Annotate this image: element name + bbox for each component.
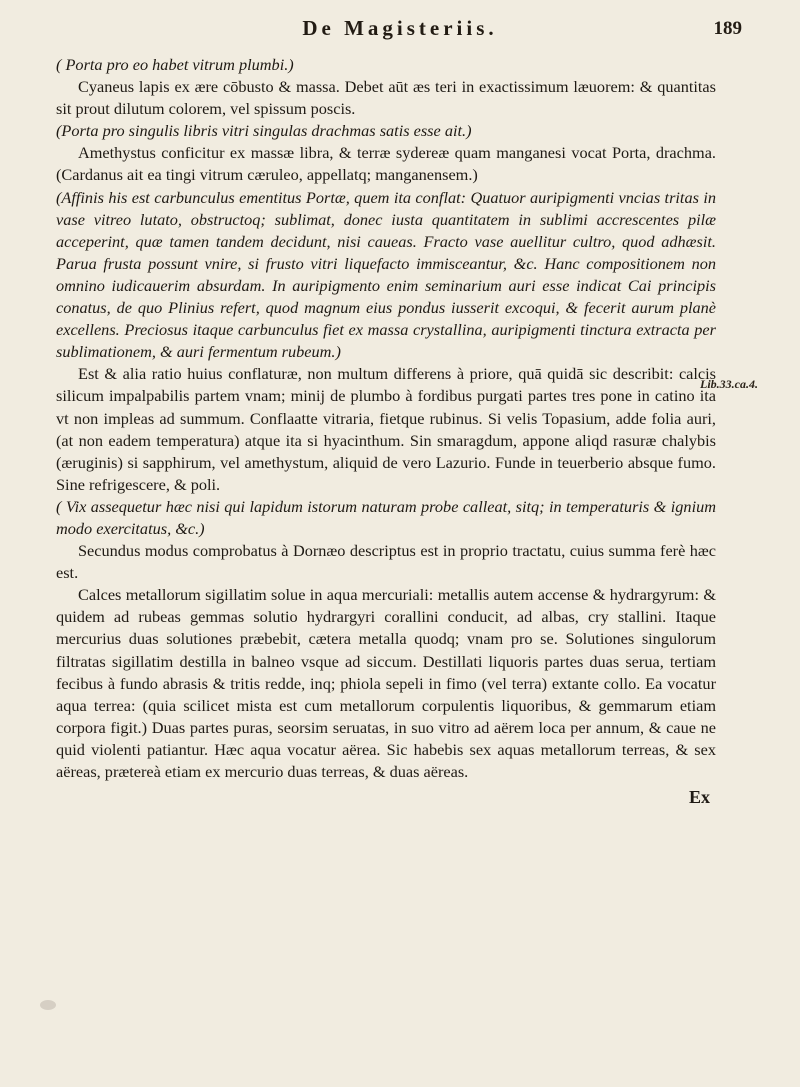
paragraph-porta-singulis: (Porta pro singulis libris vitri singulas drachmas satis esse ait.)	[56, 121, 472, 141]
paragraph-carbunculus: (Affinis his est carbunculus ementitus Portæ, quem ita conflat: Quatuor auripigmenti vncias tritas in vase vitreo lutato, obstructoq; sublimat, donec iusta quantitatem in sublimi accrescentes pilæ acceperint, quæ tamen tandem decidunt, nisi caueas. Fracto vase auellitur cultro, quod adhæsit. Parua frusta possunt vnire, si frusto vitri liquefacto immisceantur, &c. Hanc compositionem non omnino iudicauerim absurdam. In auripigmento enim seminarium auri esse indicat Cai principis conatus, de quo Plinius refert, quod magnum eius pondus iusserit excoqui, & fecerit aurum planè excellens. Preciosus itaque carbunculus fiet ex massa crystallina, auripigmenti tinctura extracta per sublimationem, & auri fermentum rubeum.)	[56, 187, 716, 362]
paragraph-cyaneus: Cyaneus lapis ex ære cōbusto & massa. Debet aūt æs teri in exactissimum læuorem: & quantitas sit prout dilutum colorem, vel spissum poscis.	[56, 77, 716, 119]
page-number: 189	[713, 18, 742, 39]
paragraph-amethystus: Amethystus conficitur ex massæ libra, & terræ sydereæ quam manganesi vocat Porta, drachma. (Cardanus ait ea tingi vitrum cæruleo, appellatq; manganensem.)	[56, 143, 716, 185]
margin-note: Lib.33.ca.4.	[700, 377, 758, 391]
ink-blot	[40, 1000, 56, 1010]
paragraph-secundus-modus: Secundus modus comprobatus à Dornæo descriptus est in proprio tractatu, cuius summa ferè hæc est.	[56, 541, 716, 583]
body-text	[56, 54, 716, 783]
book-page	[40, 8, 760, 1078]
running-head	[40, 8, 760, 54]
catchword-row	[40, 787, 760, 811]
paragraph-calces-metallorum: Calces metallorum sigillatim solue in aqua mercuriali: metallis autem accense & hydrargyrum: & quidem ad rubeas gemmas solutio hydrargyri corallini conducit, ad albas, cry stallini. Itaque mercurius duas solutiones præbebit, cætera metalla quodq; vnam pro se. Solutiones singulorum filtratas sigillatim destilla in balneo vsque ad siccum. Destillati liquoris partes duas serua, tertiam fecibus à fundo abrasis & tritis redde, inq; phiola sepeli in fimo (vel terra) extante collo. Ea vocatur aqua terrea: (quia scilicet mista est cum metallorum corpulentis liquoribus, & gemmarum etiam corpora figit.) Duas partes puras, seorsim seruatas, in suo vitro ad aërem loca per annum, & caue ne quid violenti patiantur. Hæc aqua vocatur aërea. Sic habebis sex aquas metallorum terreas, & sex aëreas, prætereà etiam ex mercurio duas terreas, & duas aëreas.	[56, 585, 716, 781]
catchword: Ex	[688, 787, 710, 808]
paragraph-vix-assequetur: ( Vix assequetur hæc nisi qui lapidum istorum naturam probe calleat, sitq; in temperaturis & ignium modo exercitatus, &c.)	[56, 496, 716, 538]
paragraph-porta-plumbi: ( Porta pro eo habet vitrum plumbi.)	[56, 55, 294, 74]
running-title: De Magisteriis.	[302, 16, 498, 40]
paragraph-alia-ratio: Est & alia ratio huius conflaturæ, non multum differens à priore, quā quidā sic describit: calcis silicum impalpabilis partem vnam; minij de plumbo à fordibus purgati partes tres pone in catino ita vt non impleas ad summum. Conflaatte vitraria, fietque rubinus. Si velis Topasium, adde folia auri, (at non eadem temperatura) atque ita si hyacinthum. Sin smaragdum, appone aliqd rasuræ chalybis (æruginis) si sapphirum, vel amethystum, aliquid de vero Lazurio. Funde in teuerberio absque fumo. Sine refrigescere, & poli.	[56, 364, 716, 494]
